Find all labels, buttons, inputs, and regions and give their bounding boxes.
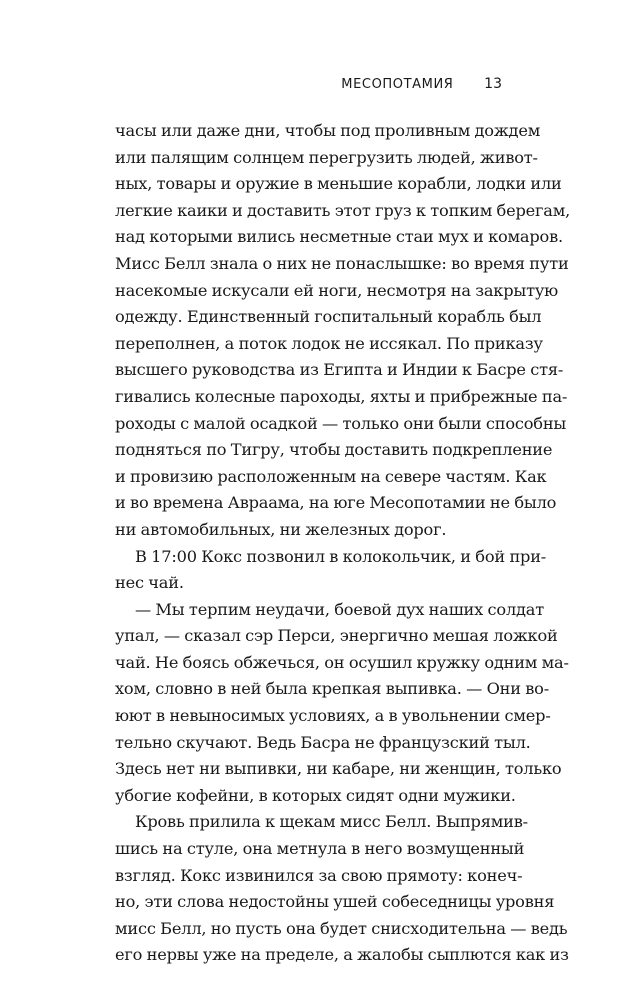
text-line: тельно скучают. Ведь Басра не французский тыл.: [115, 732, 531, 752]
text-line: Здесь нет ни выпивки, ни кабаре, ни женщин, только: [115, 759, 562, 779]
text-line: но, эти слова недостойны ушей собеседницы уровня: [115, 892, 555, 912]
text-line: ни автомобильных, ни железных дорог.: [115, 519, 447, 539]
text-line: и провизию расположенным на севере частям. Как: [115, 466, 547, 486]
text-line: над которыми вились несметные стаи мух и комаров.: [115, 227, 563, 247]
text-line: упал, — сказал сэр Перси, энергично мешая ложкой: [115, 626, 558, 646]
text-line: его нервы уже на пределе, а жалобы сыплются как из: [115, 945, 569, 965]
text-line: Мисс Белл знала о них не понаслышке: во время пути: [115, 253, 569, 273]
text-line: одежду. Единственный госпитальный корабль был: [115, 307, 542, 327]
text-line: мисс Белл, но пусть она будет снисходительна — ведь: [115, 918, 568, 938]
text-line: легкие каики и доставить этот груз к топким берегам,: [115, 200, 571, 220]
text-line: В 17:00 Кокс позвонил в колокольчик, и бой при-: [135, 546, 547, 566]
text-line: часы или даже дни, чтобы под проливным дождем: [115, 121, 541, 140]
page-number: 13: [484, 76, 502, 92]
text-line: высшего руководства из Египта и Индии к Басре стя-: [115, 360, 564, 380]
running-header: [341, 76, 502, 92]
text-line: шись на стуле, она метнула в него возмущенный: [115, 839, 525, 859]
text-line: — Мы терпим неудачи, боевой дух наших солдат: [135, 599, 544, 619]
text-line: хом, словно в ней была крепкая выпивка. — Они во-: [115, 679, 549, 699]
text-line: или палящим солнцем перегрузить людей, живот-: [115, 147, 538, 167]
text-line: роходы с малой осадкой — только они были способны: [115, 413, 567, 433]
text-line: юют в невыносимых условиях, а в увольнении смер-: [115, 706, 551, 726]
chapter-title: МЕСОПОТАМИЯ: [341, 77, 454, 92]
body-text: [115, 118, 571, 969]
text-line: чай. Не боясь обжечься, он осушил кружку одним ма-: [115, 652, 569, 672]
text-line: взгляд. Кокс извинился за свою прямоту: конеч-: [115, 865, 523, 885]
text-line: переполнен, а поток лодок не иссякал. По приказу: [115, 333, 543, 353]
text-line: нес чай.: [115, 573, 184, 593]
text-line: подняться по Тигру, чтобы доставить подкрепление: [115, 440, 553, 460]
text-line: насекомые искусали ей ноги, несмотря на закрытую: [115, 280, 559, 300]
text-line: ных, товары и оружие в меньшие корабли, лодки или: [115, 174, 562, 194]
text-line: гивались колесные пароходы, яхты и прибрежные па-: [115, 386, 568, 406]
text-line: Кровь прилила к щекам мисс Белл. Выпрямив-: [135, 812, 528, 832]
text-line: убогие кофейни, в которых сидят одни мужики.: [115, 785, 516, 805]
text-line: и во времена Авраама, на юге Месопотамии не было: [115, 493, 557, 513]
